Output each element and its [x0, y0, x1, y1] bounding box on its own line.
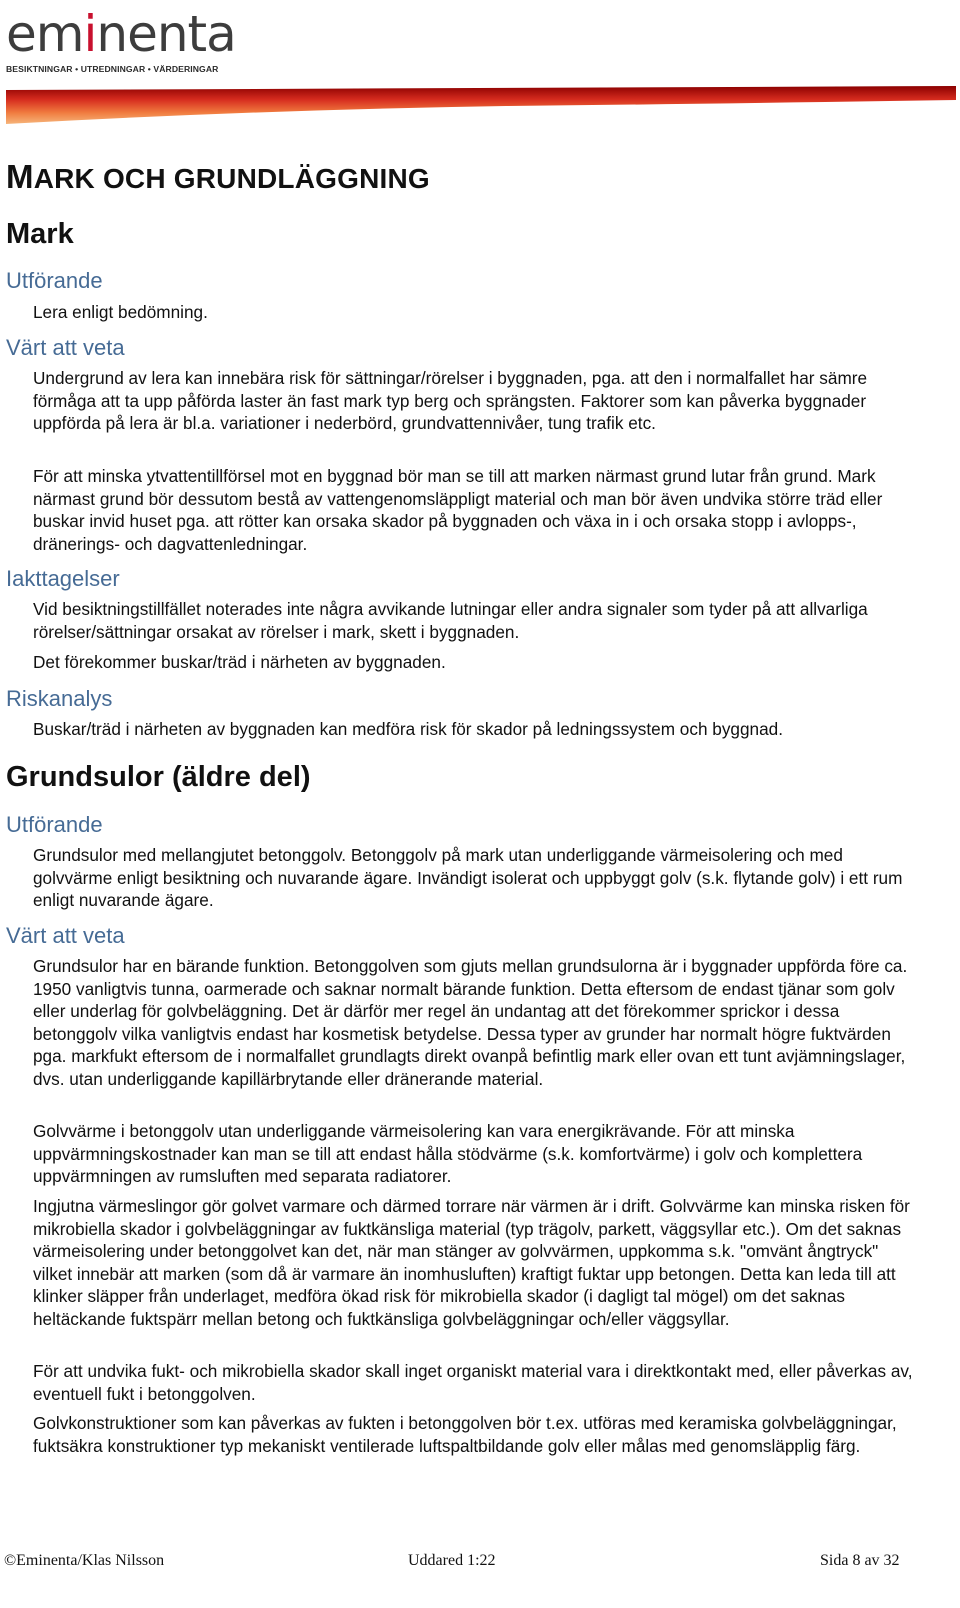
mark-iakttagelser-paragraph: Vid besiktningstillfället noterades inte några avvikande lutningar eller andra signaler som tyder på att allvarliga rörelser/sättningar orsakat av rörelser i mark, skett i byggnaden.: [33, 599, 868, 642]
grundsulor-vart-att-veta-paragraph: Golvkonstruktioner som kan påverkas av fukten i betonggolven bör t.ex. utföras med keramiska golvbeläggningar, fuktsäkra konstruktioner typ mekaniskt ventilerade luftspaltbildande golv eller målas med genomsläpplig färg.: [33, 1413, 897, 1456]
mark-utforande-heading: Utförande: [6, 268, 103, 293]
page-footer: [0, 1550, 960, 1574]
grundsulor-vart-att-veta-paragraph: För att undvika fukt- och mikrobiella skador skall inget organiskt material vara i direktkontakt med, eller påverkas av, eventuell fukt i betonggolven.: [33, 1361, 913, 1404]
logo-wordmark: eminenta: [6, 5, 236, 63]
mark-utforande-paragraph: Lera enligt bedömning.: [33, 302, 208, 322]
section-title: MARK OCH GRUNDLÄGGNING: [6, 158, 430, 195]
mark-riskanalys-paragraph: Buskar/träd i närheten av byggnaden kan medföra risk för skador på ledningssystem och byggnad.: [33, 719, 783, 739]
grundsulor-utforande-paragraph: Grundsulor med mellangjutet betonggolv. Betonggolv på mark utan underliggande värmeisolering och med golvvärme enligt besiktning och nuvarande ägare. Invändigt isolerat och uppbyggt golv (s.k. flytande golv) i ett rum enligt nuvarande ägare.: [33, 845, 903, 911]
mark-vart-att-veta-paragraph: För att minska ytvattentillförsel mot en byggnad bör man se till att marken närmast grund lutar från grund. Mark närmast grund bör dessutom bestå av vattengenomsläppligt material och man bör även undvika större träd eller buskar invid huset pga. att rötter kan orsaka skador på byggnaden och växa in i och orsaka stopp i avlopps-, dränerings- och dagvattenledningar.: [33, 466, 883, 554]
mark-iakttagelser-heading: Iakttagelser: [6, 566, 120, 591]
footer-author: ©Eminenta/Klas Nilsson: [4, 1552, 165, 1569]
grundsulor-vart-att-veta-paragraph: Golvvärme i betonggolv utan underliggande värmeisolering kan vara energikrävande. För att minska uppvärmningskostnader kan man se till att endast hålla stödvärme (s.k. komfortvärme) i golv och komplettera uppvärmningen av rumsluften med separata radiatorer.: [33, 1121, 863, 1187]
logo-tagline: BESIKTNINGAR • UTREDNINGAR • VÄRDERINGAR: [6, 64, 219, 74]
mark-title: Mark: [6, 218, 74, 250]
mark-vart-att-veta-heading: Värt att veta: [6, 335, 125, 360]
grundsulor-title: Grundsulor (äldre del): [6, 761, 311, 793]
grundsulor-utforande-heading: Utförande: [6, 812, 103, 837]
footer-page-number: Sida 8 av 32: [820, 1552, 900, 1569]
grundsulor-vart-att-veta-paragraph: Grundsulor har en bärande funktion. Betonggolven som gjuts mellan grundsulorna är i byggnader uppförda före ca. 1950 vanligtvis tunna, oarmerade och saknar normalt bärande funktion. Detta eftersom de endast tjänar som golv eller underlag för golvbeläggning. Det är därför mer regel än undantag att det förekommer sprickor i dessa betonggolv vilka vanligtvis endast har kosmetisk betydelse. Dessa typer av grunder har normalt högre fuktvärden pga. markfukt eftersom de i normalfallet grundlagts direkt ovanpå befintlig mark eller ovan ett tunt avjämningslager, dvs. utan underliggande kapillärbrytande eller dränerande material.: [33, 956, 908, 1089]
header-swoosh-bar: [6, 86, 956, 124]
mark-vart-att-veta-paragraph: Undergrund av lera kan innebära risk för sättningar/rörelser i byggnaden, pga. att den i normalfallet har sämre förmåga att ta upp påförda laster än fast mark typ berg och sprängsten. Faktorer som kan påverka byggnader uppförda på lera är bl.a. variationer i nederbörd, grundvattennivåer, tung trafik etc.: [33, 368, 868, 434]
eminenta-logo: [6, 6, 246, 76]
grundsulor-vart-att-veta-paragraph: Ingjutna värmeslingor gör golvet varmare och därmed torrare när värmen är i drift. Golvvärme kan minska risken för mikrobiella skador i golvbeläggningar av fuktkänsliga material (typ trägolv, parkett, väggsyllar etc.). Om det saknas värmeisolering under betonggolvet kan det, när man stänger av golvvärmen, uppkomma s.k. "omvänt ångtryck" vilket innebär att marken (som då är varmare än inomhusluften) kraftigt fuktar upp betongen. Detta kan leda till att klinker släpper från underlaget, medföra ökad risk för mikrobiella skador (i dagligt tal mögel) om det saknas heltäckande fuktspärr mellan betong och fuktkänsliga golvbeläggningar och/eller väggsyllar.: [33, 1196, 910, 1329]
grundsulor-vart-att-veta-heading: Värt att veta: [6, 923, 125, 948]
footer-property: Uddared 1:22: [408, 1552, 496, 1569]
mark-iakttagelser-paragraph: Det förekommer buskar/träd i närheten av byggnaden.: [33, 652, 446, 672]
mark-riskanalys-heading: Riskanalys: [6, 686, 113, 711]
